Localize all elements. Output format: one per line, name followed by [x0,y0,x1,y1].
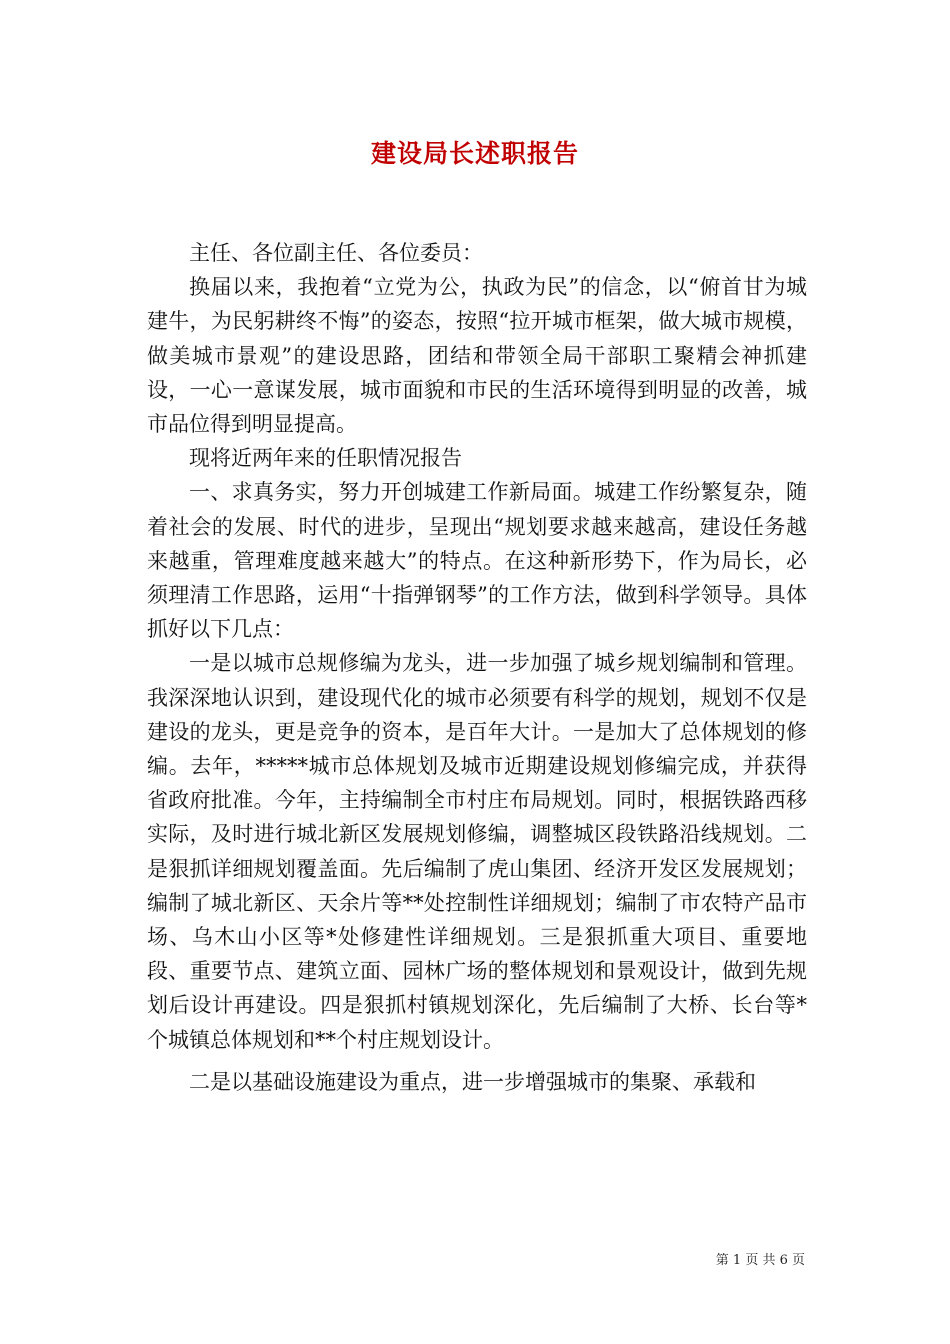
salutation-paragraph: 主任、各位副主任、各位委员： [189,241,483,265]
planning-paragraph: 一是以城市总规修编为龙头，进一步加强了城乡规划编制和管理。我深深地认识到，建设现代化的城市必须要有科学的规划，规划不仅是建设的龙头，更是竞争的资本，是百年大计。一是加大了总体规划的修编。去年，*****城市总体规划及城市近期建设规划修编完成，并获得省政府批准。今年，主持编制全市村庄布局规划。同时，根据铁路西移实际，及时进行城北新区发展规划修编，调整城区段铁路沿线规划。二是狠抓详细规划覆盖面。先后编制了虎山集团、经济开发区发展规划；编制了城北新区、天余片等**处控制性详细规划；编制了市农特产品市场、乌木山小区等*处修建性详细规划。三是狠抓重大项目、重要地段、重要节点、建筑立面、园林广场的整体规划和景观设计，做到先规划后设计再建设。四是狠抓村镇规划深化，先后编制了大桥、长台等*个城镇总体规划和**个村庄规划设计。 [147,651,807,1052]
section-one-paragraph: 一、求真务实，努力开创城建工作新局面。城建工作纷繁复杂，随着社会的发展、时代的进步，呈现出“规划要求越来越高，建设任务越来越重，管理难度越来越大”的特点。在这种新形势下，作为局长，必须理清工作思路，运用“十指弹钢琴”的工作方法，做到科学领导。具体抓好以下几点： [147,480,807,642]
report-lead-paragraph: 现将近两年来的任职情况报告 [189,446,462,471]
page-number: 第 1 页 共 6 页 [715,1253,805,1268]
document-title: 建设局长述职报告 [370,139,579,168]
intro-paragraph: 换届以来，我抱着“立党为公，执政为民”的信念，以“俯首甘为城建牛，为民躬耕终不悔”的姿态，按照“拉开城市框架，做大城市规模，做美城市景观”的建设思路，团结和带领全局干部职工聚精会神抓建设，一心一意谋发展，城市面貌和市民的生活环境得到明显的改善，城市品位得到明显提高。 [147,275,807,437]
document-body [147,236,807,1099]
infrastructure-paragraph: 二是以基础设施建设为重点，进一步增强城市的集聚、承载和 [189,1069,756,1094]
